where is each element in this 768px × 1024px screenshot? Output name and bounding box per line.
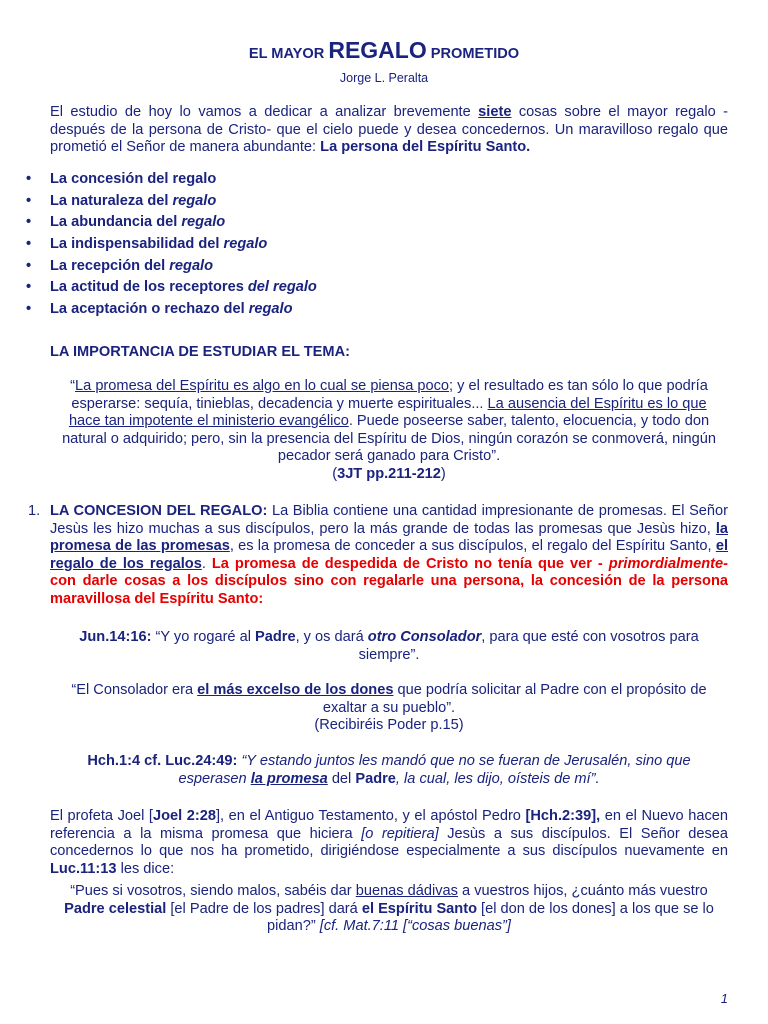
- verse-padre: Padre: [355, 770, 396, 787]
- consolador-text-2: que podría solicitar al Padre con el propósito de exaltar a su pueblo”.: [322, 682, 707, 716]
- list-item: [26, 171, 317, 193]
- joel-text-5: les dice:: [116, 860, 175, 877]
- luc-crossref: [cf. Mat.7:11 [“cosas buenas”]: [319, 918, 511, 935]
- list-item-italic: regalo: [172, 192, 217, 209]
- luc-text-4: [el don de los dones] a los que se lo pidan?”: [267, 900, 714, 935]
- section-number: 1.: [28, 503, 41, 519]
- joel-text-2: ], en el Antiguo Testamento, y el apóstol Pedro: [215, 808, 526, 824]
- bullet-icon: •: [26, 236, 32, 253]
- intro-text: El estudio de hoy lo vamos a dedicar a analizar brevemente: [50, 104, 479, 120]
- luc-text-1: “Pues si vosotros, siendo malos, sabéis dar: [70, 883, 356, 899]
- list-item: [26, 301, 317, 323]
- list-item-text: La concesión del regalo: [50, 171, 217, 187]
- list-item: [26, 236, 317, 258]
- section-1-paragraph: [50, 503, 728, 609]
- verse-text-3: , para que esté con vosotros para siempre”.: [358, 629, 699, 663]
- document-title: [0, 37, 768, 64]
- joel-text-1: El profeta Joel [: [50, 808, 153, 824]
- verse-otro-consolador: otro Consolador: [367, 629, 482, 645]
- author: Jorge L. Peralta: [339, 71, 429, 85]
- intro-text-2: cosas sobre el mayor regalo - después de la persona de Cristo- que el cielo puede y desea concedernos. Un maravilloso regalo que prometió el Señor de manera abundante:: [50, 104, 728, 156]
- page-number: 1: [720, 991, 728, 1006]
- joel-text-4: Jesùs a sus discípulos. El Señor desea concedernos lo que nos ha prometido, dirigiéndose especialmente a sus discípulos nuevamente en: [50, 825, 728, 860]
- list-item: [26, 192, 317, 215]
- quote-consolador: [58, 682, 720, 735]
- quote-underline-2: La ausencia del Espíritu es lo que hace tan impotente el ministerio evangélico: [68, 395, 707, 430]
- quote-underline-1: La promesa del Espíritu es algo en lo cual se piensa poco: [75, 378, 450, 394]
- topic-list: [26, 171, 317, 323]
- list-item: [26, 279, 317, 301]
- verse-hch-1-4: [62, 753, 716, 788]
- intro-bold: La persona del Espíritu Santo.: [320, 139, 531, 156]
- verse-text-1: “Y estando juntos les mandó que no se fueran de Jerusalén, sino que esperasen: [178, 753, 691, 787]
- title-emphasis: REGALO: [328, 37, 427, 63]
- section-1-underline-2: el regalo de los regalos: [50, 538, 729, 572]
- luc-ref: Luc.11:13: [50, 860, 117, 877]
- list-item: [26, 214, 317, 236]
- verse-jn-14-16: [62, 629, 716, 664]
- verse-padre: Padre: [255, 629, 296, 645]
- verse-text-2: , y os dará: [295, 629, 368, 645]
- list-item-italic: del regalo: [247, 279, 317, 296]
- verse-reference: Hch.1:4 cf. Luc.24:49:: [87, 753, 238, 769]
- title-pre: EL MAYOR: [248, 46, 329, 62]
- section-1-text-3: .: [201, 555, 212, 572]
- intro-paragraph: [50, 104, 728, 157]
- luc-text-2: a vuestros hijos, ¿cuánto más vuestro: [457, 883, 708, 899]
- luc-text-3: [el Padre de los padres] dará: [166, 900, 362, 917]
- verse-luc-11-13: [50, 883, 728, 936]
- quote-text-1: ; y el resultado es tan sólo lo que podría esperarse: sequía, tinieblas, decadencia y muerte espirituales...: [71, 378, 708, 412]
- verse-reference: Jun.14:16:: [79, 629, 152, 645]
- list-item-italic: regalo: [181, 214, 226, 231]
- quote-3jt: [58, 378, 720, 484]
- verse-text-2: del: [327, 770, 356, 787]
- bullet-icon: •: [26, 279, 32, 296]
- joel-text-3: en el Nuevo hacen referencia a la misma promesa que hiciera: [50, 808, 728, 842]
- luc-padre-celestial: Padre celestial: [64, 900, 167, 917]
- hch-ref: [Hch.2:39],: [525, 808, 601, 824]
- list-item-text: La aceptación o rechazo del: [50, 301, 249, 318]
- bullet-icon: •: [26, 301, 32, 318]
- consolador-text-1: “El Consolador era: [71, 682, 198, 698]
- bullet-icon: •: [26, 171, 32, 187]
- joel-italic: [o repitiera]: [361, 825, 439, 842]
- section-1-red-2: con darle cosas a los discípulos sino con regalarle una persona, la concesión de la persona maravillosa del Espíritu Santo:: [50, 573, 728, 607]
- quote-open: “: [70, 378, 76, 394]
- list-item-italic: regalo: [248, 301, 293, 318]
- consolador-underline: el más excelso de los dones: [197, 682, 394, 698]
- list-item-text: La naturaleza del: [50, 192, 173, 209]
- joel-paragraph: [50, 808, 728, 878]
- section-1-heading: LA CONCESION DEL REGALO:: [50, 503, 268, 519]
- section-heading-importance: LA IMPORTANCIA DE ESTUDIAR EL TEMA:: [50, 344, 350, 360]
- luc-espiritu-santo: el Espíritu Santo: [361, 900, 477, 917]
- list-item-italic: regalo: [169, 257, 214, 274]
- section-1-red-1: La promesa de despedida de Cristo no tenía que ver -: [211, 555, 609, 572]
- quote-text-2: . Puede poseerse saber, talento, elocuencia, y todo don natural o adquirido; pero, sin la presencia del Espíritu de Dios, ningún corazón se conmoverá, ningún pecador será ganado para Cristo”.: [62, 413, 716, 465]
- quote-reference: 3JT pp.211-212: [337, 465, 441, 482]
- ref-open: (: [332, 465, 338, 482]
- section-1-red-italic: primordialmente-: [608, 555, 728, 572]
- title-post: PROMETIDO: [426, 46, 520, 62]
- section-1-text-2: , es la promesa de conceder a sus discípulos, el regalo del Espíritu Santo,: [229, 538, 716, 555]
- list-item: [26, 257, 317, 280]
- bullet-icon: •: [26, 214, 32, 231]
- verse-text-3: , la cual, les dijo, oísteis de mí”.: [395, 770, 600, 787]
- bullet-icon: •: [26, 257, 32, 274]
- ref-close: ): [440, 465, 446, 482]
- joel-ref: Joel 2:28: [152, 808, 216, 824]
- list-item-text: La recepción del: [50, 257, 170, 274]
- verse-la-promesa: la promesa: [250, 770, 328, 787]
- intro-siete: siete: [478, 104, 512, 120]
- bullet-icon: •: [26, 192, 32, 209]
- section-1-underline-1: la promesa de las promesas: [50, 520, 728, 555]
- luc-buenas-dadivas: buenas dádivas: [355, 883, 458, 899]
- consolador-reference: (Recibiréis Poder p.15): [314, 717, 464, 734]
- list-item-text: La abundancia del: [50, 214, 182, 231]
- list-item-text: La actitud de los receptores: [50, 279, 248, 296]
- section-1-text-1: La Biblia contiene una cantidad impresionante de promesas. El Señor Jesùs les hizo muchas a sus discípulos, pero la más grande de todas las promesas que Jesùs hizo,: [50, 503, 729, 537]
- list-item-italic: regalo: [223, 236, 268, 253]
- verse-text-1: “Y yo rogaré al: [151, 629, 256, 645]
- list-item-text: La indispensabilidad del: [50, 236, 224, 253]
